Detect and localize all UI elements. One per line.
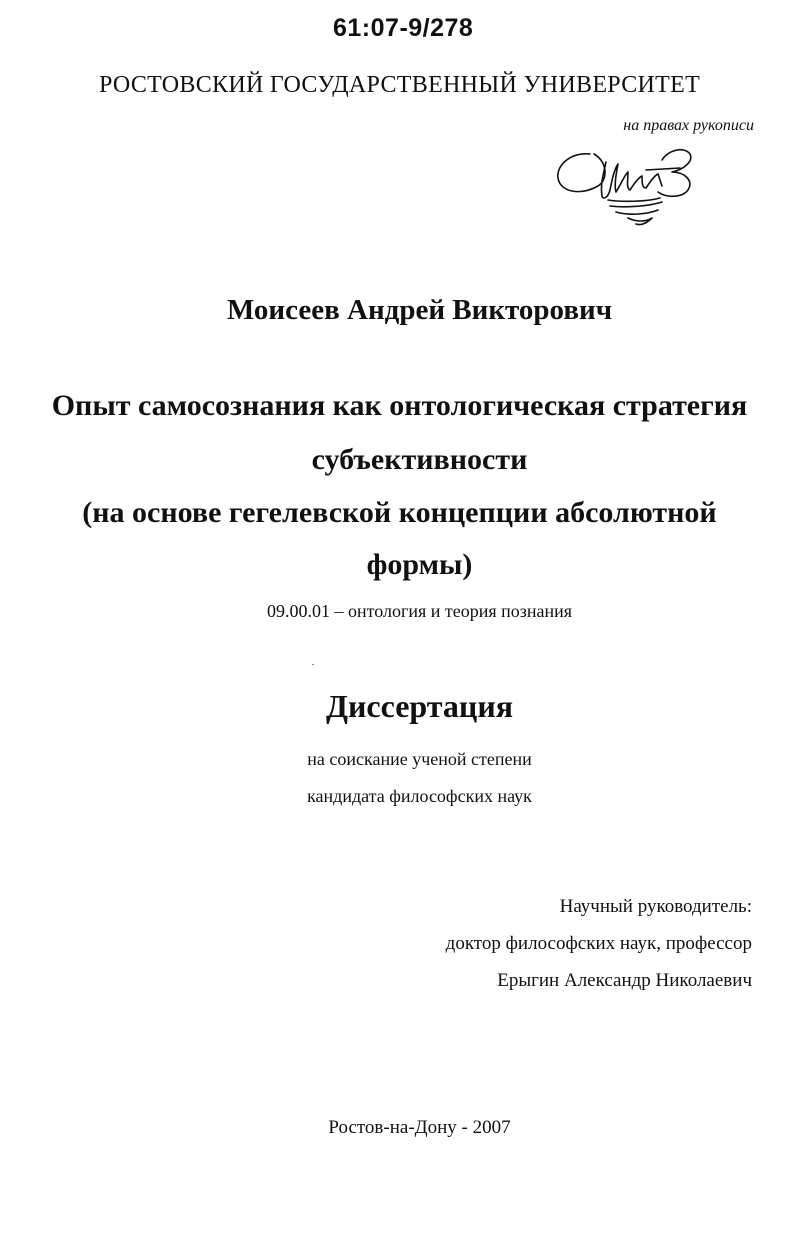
dissertation-title-line-3: (на основе гегелевской концепции абсолютной	[82, 496, 717, 529]
author-signature	[550, 140, 720, 235]
degree-line-1: на соискание ученой степени	[307, 749, 532, 769]
document-type-heading: Диссертация	[325, 688, 514, 724]
scan-speck	[312, 664, 314, 665]
degree-line-2: кандидата философских наук	[307, 786, 532, 806]
registration-number: 61:07-9/278	[333, 14, 474, 42]
dissertation-title-line-2: субъективности	[311, 443, 528, 476]
manuscript-note: на правах рукописи	[623, 117, 754, 134]
author-name: Моисеев Андрей Викторович	[226, 294, 613, 326]
place-and-year: Ростов-на-Дону - 2007	[328, 1117, 511, 1138]
university-name: РОСТОВСКИЙ ГОСУДАРСТВЕННЫЙ УНИВЕРСИТЕТ	[98, 72, 701, 98]
dissertation-title-line-4: формы)	[366, 548, 473, 581]
supervisor-title: доктор философских наук, профессор	[445, 933, 752, 954]
supervisor-name: Ерыгин Александр Николаевич	[497, 970, 752, 991]
dissertation-title-line-1: Опыт самосознания как онтологическая стратегия	[51, 389, 748, 422]
specialty-code: 09.00.01 – онтология и теория познания	[266, 601, 573, 621]
supervisor-label: Научный руководитель:	[559, 896, 752, 917]
